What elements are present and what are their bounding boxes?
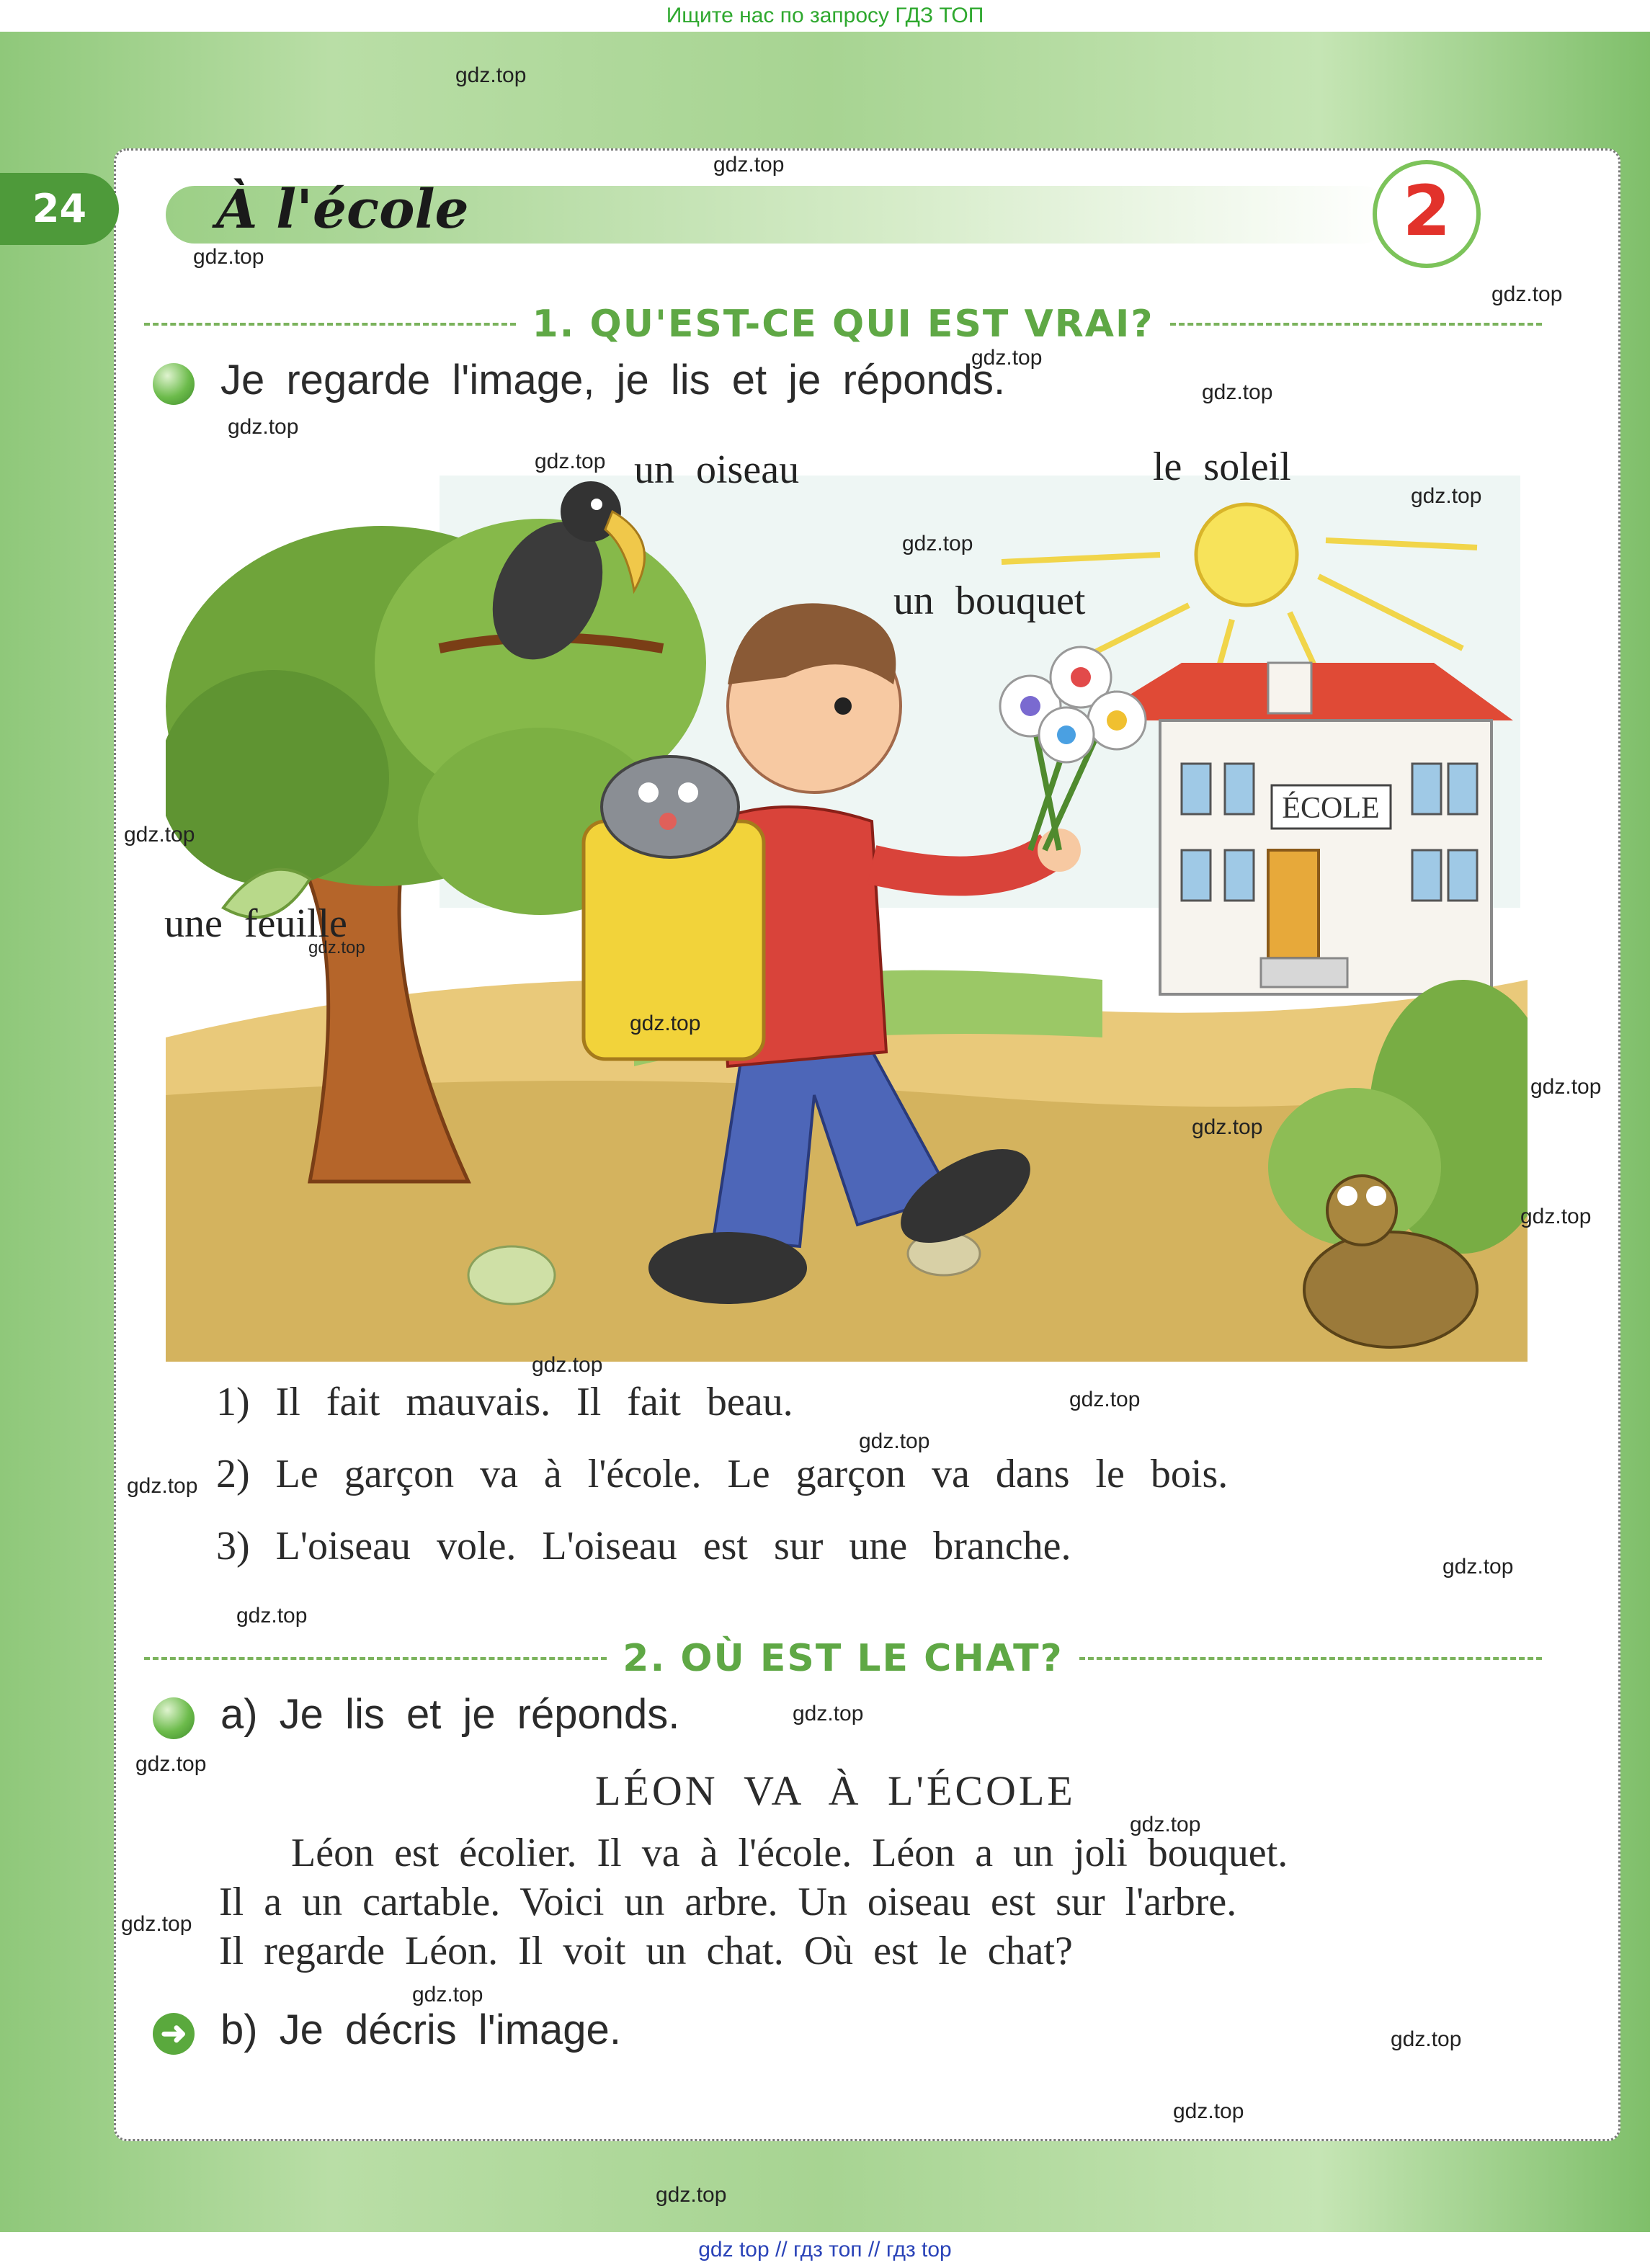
story-line-2: Il a un cartable. Voici un arbre. Un oiseau est sur l'arbre. bbox=[219, 1880, 1237, 1924]
watermark: gdz.top bbox=[193, 245, 264, 269]
watermark: gdz.top bbox=[121, 1912, 192, 1936]
story-title: LÉON VA À L'ÉCOLE bbox=[595, 1767, 1076, 1814]
watermark: gdz.top bbox=[308, 938, 365, 957]
heading-rule bbox=[144, 323, 516, 326]
watermark: gdz.top bbox=[1130, 1813, 1201, 1836]
page-number: 24 bbox=[0, 173, 119, 245]
watermark: gdz.top bbox=[412, 1983, 483, 2006]
watermark: gdz.top bbox=[127, 1474, 198, 1498]
watermark: gdz.top bbox=[236, 1604, 308, 1628]
section-2-instruction-b: b) Je décris l'image. bbox=[220, 2006, 621, 2053]
section-2-instruction-a: a) Je lis et je réponds. bbox=[220, 1691, 680, 1738]
watermark: gdz.top bbox=[1391, 2027, 1462, 2051]
watermark: gdz.top bbox=[1173, 2099, 1244, 2123]
watermark: gdz.top bbox=[532, 1353, 603, 1377]
statement-2: 2) Le garçon va à l'école. Le garçon va dans le bois. bbox=[216, 1452, 1228, 1496]
green-bullet-icon bbox=[153, 1697, 195, 1739]
watermark: gdz.top bbox=[859, 1429, 930, 1453]
label-bouquet: un bouquet bbox=[893, 579, 1086, 623]
section-1-heading-row bbox=[144, 303, 1542, 346]
watermark: gdz.top bbox=[793, 1702, 864, 1725]
watermark: gdz.top bbox=[971, 346, 1043, 370]
unit-number-badge: 2 bbox=[1373, 160, 1481, 268]
watermark: gdz.top bbox=[455, 63, 527, 87]
watermark: gdz.top bbox=[713, 153, 785, 177]
unit-title: À l'école bbox=[216, 179, 469, 241]
watermark: gdz.top bbox=[656, 2183, 727, 2207]
school-sign-text: ÉCOLE bbox=[1282, 792, 1380, 825]
watermark: gdz.top bbox=[1202, 380, 1273, 404]
arrow-bullet-icon: ➜ bbox=[153, 2013, 195, 2055]
watermark: gdz.top bbox=[1442, 1555, 1514, 1579]
heading-rule bbox=[144, 1657, 607, 1660]
watermark: gdz.top bbox=[1192, 1115, 1263, 1139]
section-1-heading: 1. QU'EST-CE QUI EST VRAI? bbox=[532, 303, 1154, 346]
heading-rule bbox=[1170, 323, 1542, 326]
watermark: gdz.top bbox=[630, 1012, 701, 1035]
green-bullet-icon bbox=[153, 363, 195, 405]
watermark: gdz.top bbox=[902, 532, 973, 555]
story-line-3: Il regarde Léon. Il voit un chat. Où est le chat? bbox=[219, 1929, 1073, 1973]
statement-3: 3) L'oiseau vole. L'oiseau est sur une branche. bbox=[216, 1524, 1071, 1568]
watermark: gdz.top bbox=[228, 415, 299, 439]
watermark: gdz.top bbox=[1520, 1205, 1592, 1228]
heading-rule bbox=[1079, 1657, 1542, 1660]
section-1-instruction: Je regarde l'image, je lis et je réponds. bbox=[220, 357, 1006, 403]
label-leaf: une feuille bbox=[164, 901, 347, 946]
watermark: gdz.top bbox=[1411, 484, 1482, 508]
watermark: gdz.top bbox=[1491, 282, 1563, 306]
watermark: gdz.top bbox=[135, 1752, 207, 1776]
label-bird: un oiseau bbox=[634, 447, 800, 492]
watermark: gdz.top bbox=[1069, 1388, 1141, 1411]
label-sun: le soleil bbox=[1153, 445, 1291, 489]
watermark: gdz.top bbox=[1530, 1075, 1602, 1099]
illustration-boy-going-to-school bbox=[166, 447, 1528, 1362]
top-banner[interactable]: Ищите нас по запросу ГДЗ ТОП bbox=[0, 0, 1650, 32]
section-2-heading-row bbox=[144, 1637, 1542, 1680]
watermark: gdz.top bbox=[535, 450, 606, 473]
cat bbox=[602, 756, 739, 857]
story-line-1: Léon est écolier. Il va à l'école. Léon a un joli bouquet. bbox=[291, 1831, 1288, 1875]
section-2-heading: 2. OÙ EST LE CHAT? bbox=[623, 1637, 1063, 1680]
statement-1: 1) Il fait mauvais. Il fait beau. bbox=[216, 1380, 793, 1424]
bottom-banner[interactable]: gdz top // гдз топ // гдз top bbox=[0, 2232, 1650, 2268]
watermark: gdz.top bbox=[124, 823, 195, 847]
